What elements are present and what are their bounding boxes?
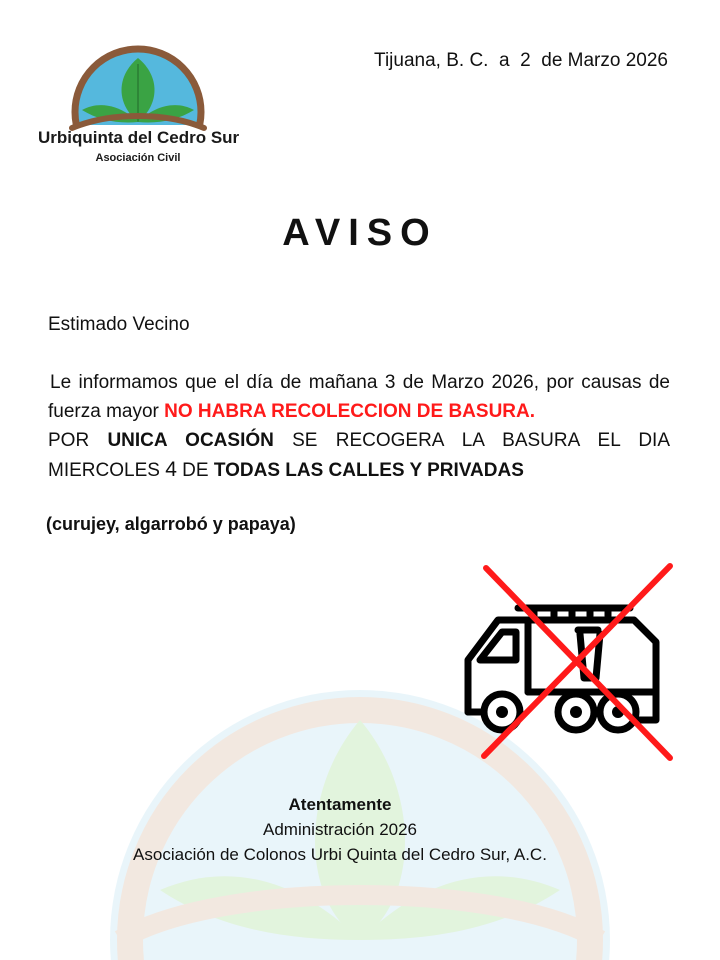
p2-bold-streets: TODAS LAS CALLES Y PRIVADAS xyxy=(213,460,524,481)
notice-body xyxy=(48,368,670,485)
p2-de: DE xyxy=(176,460,214,481)
paragraph-reschedule xyxy=(48,426,670,485)
p2-day: 4 xyxy=(165,458,177,481)
greeting: Estimado Vecino xyxy=(48,314,190,335)
p2-mid: SE RECOGERA LA BASURA EL DIA MIERCOLES xyxy=(48,430,670,481)
paragraph-no-collection xyxy=(48,368,670,426)
signature-line1: Administración 2026 xyxy=(262,820,418,839)
no-collection-highlight: NO HABRA RECOLECCION DE BASURA. xyxy=(164,401,536,422)
signature-line2: Asociación de Colonos Urbi Quinta del Cedro Sur, A.C. xyxy=(133,845,547,864)
closing: Atentamente xyxy=(288,795,392,814)
p2-prefix: POR xyxy=(48,430,108,451)
org-type: Asociación Civil xyxy=(95,152,181,164)
notice-title: AVISO xyxy=(282,212,438,254)
p2-bold-once: UNICA OCASIÓN xyxy=(107,430,274,451)
streets-note: (curujey, algarrobó y papaya) xyxy=(46,514,296,534)
date-line: Tijuana, B. C. a 2 de Marzo 2026 xyxy=(374,50,668,71)
p1-text: Le informamos que el día de mañana 3 de Marzo 2026, por causas de fuerza mayor xyxy=(48,372,670,422)
org-name: Urbiquinta del Cedro Sur xyxy=(38,128,240,147)
signature-block xyxy=(0,792,680,867)
garbage-truck-icon xyxy=(458,560,680,768)
